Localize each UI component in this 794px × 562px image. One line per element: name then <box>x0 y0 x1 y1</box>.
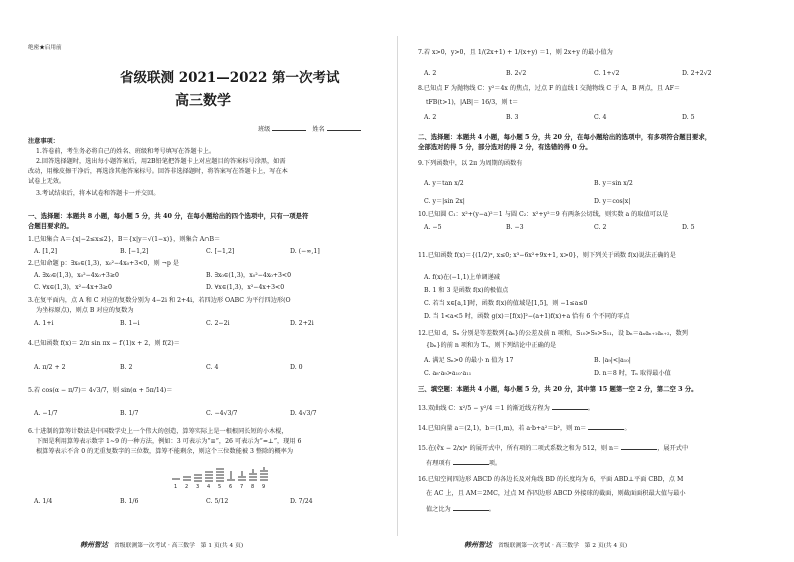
q9-option-c: C. y＝|sin 2x| <box>424 198 465 205</box>
q11-option-d: D. 当 1<a<5 时，函数 g(x)＝[f(x)]²−(a+1)f(x)+a 恰有 6 个不同的零点 <box>424 313 630 320</box>
question-14: 14.已知向量 a＝(2,1)，b＝(1,m)，若 a·b+a²＝b²，则 m＝ 。 <box>418 425 631 432</box>
q5-option-c: C. −4√3/7 <box>206 410 238 417</box>
right-column <box>398 0 794 562</box>
counting-digit-labels <box>174 484 265 489</box>
notice-item: 改动，用橡皮擦干净后，再选涂其他答案标号。回答非选择题时，将答案写在答题卡上，写在本 <box>28 168 288 175</box>
q2-option-a: A. ∃x₀∈(1,3)，x₀²−4x₀+3≥0 <box>34 272 119 279</box>
notice-item: 2.回答选择题时，选出每小题答案后，用2B铅笔把答题卡上对应题目的答案标号涂黑，如需 <box>36 158 286 165</box>
q5-option-d: D. 4√3/7 <box>290 410 317 417</box>
q14-text: 14.已知向量 a＝(2,1)，b＝(1,m)，若 a·b+a²＝b²，则 m＝ <box>418 425 587 432</box>
notice-item: 试卷上无效。 <box>28 178 66 185</box>
q7-option-d: D. 2+2√2 <box>682 70 712 77</box>
q1-option-b: B. [−1,2] <box>120 248 149 255</box>
q1-option-c: C. [−1,2] <box>206 248 235 255</box>
q7-option-b: B. 2√2 <box>506 70 527 77</box>
footer-right-text: 省级联测第一次考试 · 高三数学 第 2 页(共 4 页) <box>498 543 628 549</box>
question-5: 5.若 cos(α − π/7)＝ 4√3/7，则 sin(α + 5π/14)＝ <box>28 387 173 394</box>
q15-suffix-2: 项。 <box>488 460 502 467</box>
question-6: 6.十进制的算筹计数法是中国数学史上一个伟大的创造，算筹实际上是一根根同长短的小木棍， <box>28 428 288 435</box>
q3-option-c: C. 2−2i <box>206 320 230 327</box>
section2-heading-cont: 全部选对的得 5 分，部分选对的得 2 分，有选错的得 0 分。 <box>418 143 592 151</box>
notice-heading: 注意事项： <box>28 138 59 145</box>
q15-answer-blank-2 <box>453 458 489 465</box>
secret-mark: 绝密★启用前 <box>28 45 62 51</box>
q10-option-b: B. −3 <box>506 224 524 231</box>
q16-text: 值之比为 <box>426 506 451 513</box>
question-2: 2.已知命题 p：∃x₀∈(1,3)，x₀²−4x₀+3<0，则 ¬p 是 <box>28 260 179 267</box>
q9-option-a: A. y＝tan x/2 <box>424 180 464 187</box>
section1-heading: 一、选择题：本题共 8 小题，每小题 5 分，共 40 分，在每小题给出的四个选项中，只有一项是符 <box>28 212 309 220</box>
question-15 <box>418 443 688 453</box>
question-16-cont: 在 AC 上，且 AM＝2MC，过点 M 作四边形 ABCD 外接球的截面，则截面面积最大值与最小 <box>426 490 686 497</box>
section2-heading: 二、选择题：本题共 4 小题，每小题 5 分，共 20 分，在每小题给出的选项中，有多项符合题目要求， <box>418 133 712 141</box>
q4-option-c: C. 4 <box>206 364 219 371</box>
q3-option-a: A. 1+i <box>34 320 54 327</box>
rod-8 <box>249 469 257 480</box>
q8-option-d: D. 5 <box>682 114 695 121</box>
question-3: 3.在复平面内，点 A 和 C 对应的复数分别为 4−2i 和 2+4i，若四边形 OABC 为平行四边形(O <box>28 297 291 304</box>
q8-option-b: B. 3 <box>506 114 519 121</box>
digit-label: 5 <box>218 484 222 489</box>
question-13: 13.双曲线 C：x²/5 − y²/4 ＝1 的渐近线方程为 。 <box>418 405 594 412</box>
rod-9 <box>260 467 268 480</box>
q4-option-a: A. π/2 + 2 <box>34 364 66 371</box>
question-6-cont: 下图是利用算筹表示数字 1~9 的一种方法，例如：3 可表示为“≡”，26 可表示为“=⊥”，现用 6 <box>36 438 302 445</box>
footer-right <box>464 540 627 550</box>
q4-option-d: D. 0 <box>290 364 303 371</box>
digit-label: 2 <box>185 484 189 489</box>
question-8-cont: tFB(t>1)，|AB|＝ 16/3，则 t＝ <box>426 99 519 106</box>
q11-option-b: B. 1 和 3 是函数 f(x)的极值点 <box>424 287 509 294</box>
q7-option-c: C. 1+√2 <box>594 70 620 77</box>
q2-option-d: D. ∀x∈(1,3)，x²−4x+3<0 <box>206 284 285 291</box>
q15-answer-blank-1 <box>621 443 657 450</box>
digit-label: 4 <box>207 484 211 489</box>
q13-text: 13.双曲线 C：x²/5 − y²/4 ＝1 的渐近线方程为 <box>418 405 550 412</box>
q11-option-a: A. f(x)在(−1,1)上单调递减 <box>424 274 500 281</box>
question-6-cont2: 根算筹表示不含 0 的无重复数字的三位数，算筹不能剩余，则这个三位数能被 3 整除的概率为 <box>36 448 294 455</box>
question-12-cont: {bₙ}的前 n 项和为 Tₙ，则下列结论中正确的是 <box>426 342 557 349</box>
question-15-cont <box>426 458 501 468</box>
question-10: 10.已知圆 C₁：x²+(y−a)²＝1 与圆 C₂：x²+y²＝9 有两条公切线，则实数 a 的取值可以是 <box>418 211 669 218</box>
q2-option-b: B. ∃x₀∈(1,3)，x₀²−4x₀+3<0 <box>206 272 292 279</box>
digit-label: 8 <box>251 484 255 489</box>
q12-option-d: D. n＝8 时，Tₙ 取得最小值 <box>594 370 671 377</box>
brand-logo: 韩州智达 <box>80 540 108 549</box>
rod-4 <box>205 472 213 481</box>
question-16-cont2: 值之比为 。 <box>426 506 495 513</box>
name-blank <box>327 124 361 131</box>
question-7: 7.若 x>0，y>0，且 1/(2x+1) + 1/(x+y) ＝1，则 2x+y 的最小值为 <box>418 49 613 56</box>
question-4: 4.已知函数 f(x)＝ 2/π sin πx − f′(1)x + 2，则 f(2)＝ <box>28 340 180 347</box>
q2-option-c: C. ∀x∈(1,3)，x²−4x+3≥0 <box>34 284 112 291</box>
subject-title: 高三数学 <box>175 93 231 109</box>
q12-option-b: B. |a₉|<|a₁₀| <box>594 357 631 364</box>
rod-3 <box>194 475 202 481</box>
digit-label: 3 <box>196 484 200 489</box>
q15-suffix: ，展开式中 <box>657 445 689 452</box>
q13-answer-blank <box>552 403 588 410</box>
q1-option-a: A. [1,2] <box>34 248 58 255</box>
exam-title: 省级联测 2021—2022 第一次考试 <box>120 70 340 86</box>
q11-option-c: C. 若当 x∈[a,1]时，函数 f(x)的值域是[1,5]，则 −1≤a≤0 <box>424 300 588 307</box>
footer-left-text: 省级联测第一次考试 · 高三数学 第 1 页(共 4 页) <box>114 543 244 549</box>
q6-option-a: A. 1/4 <box>34 498 53 505</box>
q6-option-b: B. 1/6 <box>120 498 139 505</box>
section3-heading: 三、填空题：本题共 4 小题，每小题 5 分，共 20 分，其中第 15 题第一空 2 分，第二空 3 分。 <box>418 385 698 393</box>
question-3-cont: 为坐标原点)，则点 B 对应的复数为 <box>36 307 134 314</box>
question-9: 9.下列函数中，以 2π 为周期的函数有 <box>418 160 523 167</box>
q12-option-c: C. a₈·a₉>a₁₀·a₁₁ <box>424 370 472 377</box>
q12-option-a: A. 满足 Sₙ>0 的最小 n 值为 17 <box>424 357 514 364</box>
question-1: 1.已知集合 A＝{x|−2≤x≤2}，B＝{x|y＝√(1−x)}，则集合 A∩B＝ <box>28 236 221 243</box>
notice-item: 1.答卷前，考生务必将自己的姓名、班级和考号填写在答题卡上。 <box>36 148 216 155</box>
q14-answer-blank <box>588 423 624 430</box>
class-label: 班级 <box>258 126 271 133</box>
q15-cont-text: 有理项有 <box>426 460 451 467</box>
q8-option-a: A. 2 <box>424 114 437 121</box>
digit-label: 7 <box>240 484 244 489</box>
q6-option-d: D. 7/24 <box>290 498 313 505</box>
question-8: 8.已知点 F 为抛物线 C：y²＝4x 的焦点，过点 F 的直线 l 交抛物线 C 于 A，B 两点，且 AF＝ <box>418 85 681 92</box>
rod-2 <box>183 477 191 480</box>
q5-option-a: A. −1/7 <box>34 410 58 417</box>
q6-option-c: C. 5/12 <box>206 498 229 505</box>
q8-option-c: C. 4 <box>594 114 607 121</box>
notice-item: 3.考试结束后，将本试卷和答题卡一并交回。 <box>36 190 160 197</box>
digit-label: 6 <box>229 484 233 489</box>
q3-option-b: B. 1−i <box>120 320 140 327</box>
q7-option-a: A. 2 <box>424 70 437 77</box>
q5-option-b: B. 1/7 <box>120 410 139 417</box>
digit-label: 1 <box>174 484 178 489</box>
digit-label: 9 <box>262 484 266 489</box>
q10-option-c: C. 2 <box>594 224 607 231</box>
rod-5 <box>216 469 224 481</box>
q9-option-b: B. y＝sin x/2 <box>594 180 633 187</box>
q15-text: 15.在(∛x − 2/x)ⁿ 的展开式中，所有项的二项式系数之和为 512，则 n＝ <box>418 445 620 452</box>
footer-left <box>80 540 243 550</box>
class-name-line <box>258 124 361 134</box>
q10-option-a: A. −5 <box>424 224 442 231</box>
q9-option-d: D. y＝cos|x| <box>594 198 631 205</box>
q16-answer-blank <box>453 504 489 511</box>
q1-option-d: D. (−∞,1] <box>290 248 320 255</box>
q4-option-b: B. 2 <box>120 364 133 371</box>
rod-6 <box>227 471 235 480</box>
q10-option-d: D. 5 <box>682 224 695 231</box>
question-12: 12.已知 d，Sₙ 分别是等差数列{aₙ}的公差及前 n 项和，S₁₀>S₉>S₁₁，设 bₙ＝aₙaₙ₊₁aₙ₊₂，数列 <box>418 330 688 337</box>
q3-option-d: D. 2+2i <box>290 320 314 327</box>
section1-heading-cont: 合题目要求的。 <box>28 222 73 230</box>
counting-rods-figure <box>170 459 280 489</box>
brand-logo: 韩州智达 <box>464 540 492 549</box>
rod-7 <box>238 471 246 480</box>
question-16: 16.已知空间四边形 ABCD 的各边长及对角线 BD 的长度均为 6，平面 ABD⊥平面 CBD，点 M <box>418 476 684 483</box>
question-11: 11.已知函数 f(x)＝{(1/2)ˣ, x≤0; x³−6x²+9x+1, x>0}，则下列关于函数 f(x)说法正确的是 <box>418 252 676 259</box>
name-label: 姓名 <box>312 126 325 133</box>
class-blank <box>272 124 306 131</box>
